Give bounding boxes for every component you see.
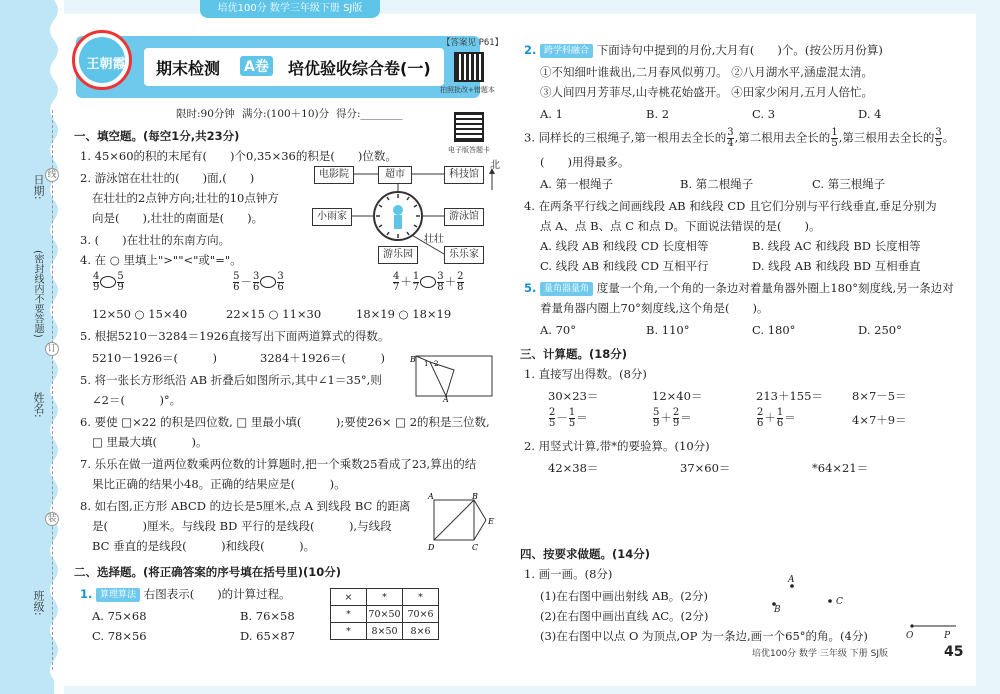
draw-1c: (3)在右图中以点 O 为顶点,OP 为一条边,画一个65°的角。(4分): [540, 629, 868, 643]
multiplication-table: × * * * 70×50 70×6 * 8×50 8×6: [330, 588, 439, 640]
full-score: 满分:(100＋10)分: [242, 108, 330, 120]
q1-2b: 在壮壮的2点钟方向;壮壮的10点钟方: [92, 191, 279, 205]
q1-4-row2b: 22×15 ○ 11×30: [226, 307, 322, 321]
map-science-museum: 科技馆: [444, 166, 484, 184]
logo-text: 王朝霞: [86, 57, 126, 72]
q2-5-opt-c[interactable]: C. 180°: [752, 323, 796, 337]
header-title-1: 期末检测: [156, 59, 221, 78]
point-p: P: [944, 631, 951, 641]
q1-5b: 5210－1926＝( ): [92, 351, 218, 365]
q1-5a: 5. 根据5210－3284＝1926直接写出下面两道算式的得数。: [80, 329, 390, 343]
header-title-2: 培优验收综合卷(一): [288, 59, 431, 78]
q2-3-opt-c[interactable]: C. 第三根绳子: [812, 177, 886, 191]
binding-mark-line: 线: [45, 168, 59, 182]
calc-1-title: 1. 直接写出得数。(8分): [524, 367, 647, 381]
binding-mark-zhuang: 装: [45, 512, 59, 526]
q2-3b: ( )用得最多。: [540, 155, 630, 169]
q2-1: 1. 算理算法 右图表示( )的计算过程。: [80, 587, 291, 601]
q1-4-row2c: 18×19 ○ 18×19: [356, 307, 452, 321]
calc-1-b: 12×40＝: [652, 389, 703, 403]
name-label: 姓名:: [32, 392, 45, 418]
map-swimming-pool: 游泳馆: [444, 208, 484, 226]
point-a: A: [788, 575, 795, 585]
q2-5-opt-d[interactable]: D. 250°: [858, 323, 902, 337]
square-figure: [424, 490, 500, 554]
q1-7a: 6. 要使 □×22 的积是四位数, □ 里最小填( );要使26× □ 2的积是三位数,: [80, 415, 490, 429]
q2-4-opt-b[interactable]: B. 线段 AC 和线段 BD 长度相等: [752, 239, 921, 253]
map-lele-home: 乐乐家: [444, 246, 484, 264]
q2-4-opt-a[interactable]: A. 线段 AB 和线段 CD 长度相等: [540, 239, 709, 253]
svg-text:D: D: [428, 543, 435, 552]
score-field[interactable]: 得分:________: [336, 108, 403, 120]
calc-1-d: 8×7－5＝: [852, 389, 907, 403]
q1-2a: 2. 游泳馆在壮壮的( )面,( ): [80, 171, 255, 185]
binding-area: [0, 0, 62, 694]
binding-dash-line: [52, 110, 53, 670]
svg-text:B: B: [410, 355, 416, 364]
q1-8a: 7. 乐乐在做一道两位数乘两位数的计算题时,把一个乘数25看成了23,算出的结: [80, 457, 477, 471]
calc-1-g: $\frac{2}{6}$ ＋ $\frac{1}{6}$ ＝: [757, 407, 796, 429]
svg-text:C: C: [472, 543, 479, 552]
qr2-caption: 电子版答题卡: [448, 146, 490, 154]
section-3-title: 三、计算题。(18分): [520, 347, 628, 361]
answer-ref: 【答案见 P61】: [442, 38, 504, 48]
date-label: 日期:: [32, 174, 45, 200]
q2-2-opt-a[interactable]: A. 1: [540, 107, 563, 121]
draw-1b: (2)在右图中画出直线 AC。(2分): [540, 609, 709, 623]
map-zhuangzhuang: 壮壮: [424, 234, 444, 245]
q1-5c: 3284＋1926＝( ): [260, 351, 386, 365]
q1-9b: 是( )厘米。与线段 BD 平行的是线段( ),与线段: [92, 519, 392, 533]
q2-2: 2. 跨学科融合 下面诗句中提到的月份,大月有( )个。(按公历月份算): [524, 43, 883, 57]
section-4-title: 四、按要求做题。(14分): [520, 547, 651, 561]
q2-2-line1: ①不知细叶谁裁出,二月春风似剪刀。 ②八月湖水平,涵虚混太清。: [540, 65, 873, 79]
q2-4b: 点 A、点 B、点 C 和点 D。下面说法错误的是( )。: [540, 219, 821, 233]
q2-3: 3. 同样长的三根绳子,第一根用去全长的 $\frac{3}{4}$ ,第二根用去全长的 $\frac{1}{5}$ ,第三根用去全长的 $\frac{3}{5}$ 。: [524, 127, 955, 149]
north-label: 北: [490, 160, 500, 171]
tag-algorithm: 算理算法: [96, 588, 140, 602]
class-label: 班级:: [32, 590, 45, 616]
section-1-title: 一、填空题。(每空1分,共23分): [74, 129, 240, 143]
draw-1-title: 1. 画一画。(8分): [524, 567, 613, 581]
map-xiaoyu-home: 小雨家: [312, 208, 352, 226]
fold-figure: [410, 352, 496, 402]
q2-2-opt-c[interactable]: C. 3: [752, 107, 776, 121]
q2-4-opt-d[interactable]: D. 线段 AB 和线段 BD 互相垂直: [752, 259, 921, 273]
q1-9a: 8. 如右图,正方形 ABCD 的边长是5厘米,点 A 到线段 BC 的距离: [80, 499, 411, 513]
q2-1-opt-b[interactable]: B. 76×58: [240, 609, 295, 623]
q1-4-row2a: 12×50 ○ 15×40: [92, 307, 188, 321]
svg-text:A: A: [443, 395, 449, 402]
q1-6b: ∠2＝( )°。: [92, 393, 182, 407]
footer-text: 培优100分 数学 三年级 下册 SJ版: [752, 649, 888, 659]
q2-5-opt-a[interactable]: A. 70°: [540, 323, 576, 337]
brand-logo: [72, 30, 132, 90]
q2-5b: 着量角器内圈上70°刻度线,这个角是( )。: [540, 301, 769, 315]
section-2-title: 二、选择题。(将正确答案的序号填在括号里)(10分): [74, 565, 342, 579]
tag-protractor: 量角器量角: [540, 282, 593, 296]
header-title-box: [144, 48, 444, 86]
q1-9c: BC 垂直的是线段( )和线段( )。: [92, 539, 316, 553]
q2-3-opt-b[interactable]: B. 第二根绳子: [680, 177, 754, 191]
map-supermarket: 超市: [378, 166, 412, 184]
map-playground: 游乐园: [378, 246, 418, 264]
q1-3: 3. ( )在壮壮的东南方向。: [80, 233, 231, 247]
calc-1-h: 4×7＋9＝: [852, 413, 907, 427]
q2-2-line2: ③人间四月芳菲尽,山寺桃花始盛开。 ④田家少闲月,五月人倍忙。: [540, 85, 873, 99]
calc-1-c: 213＋155＝: [756, 389, 823, 403]
page-number: 45: [944, 644, 964, 660]
calc-1-e: $\frac{2}{5}$ － $\frac{1}{5}$ ＝: [549, 407, 588, 429]
calc-2-b: 37×60＝: [680, 461, 731, 475]
q1-8b: 果比正确的结果小48。正确的结果应是( )。: [92, 477, 346, 491]
q2-1-opt-a[interactable]: A. 75×68: [92, 609, 147, 623]
seal-note: (密封线内不要答题): [32, 250, 43, 338]
q1-7b: □ 里最大填( )。: [92, 435, 208, 449]
q2-2-opt-d[interactable]: D. 4: [858, 107, 882, 121]
q1-4-row1: $\frac{4}{9}$ $\frac{5}{9}$ $\frac{5}{6}$ － $\frac{3}{6}$ $\frac{3}{6}$ $\frac{4}{7}$ ＋ $\frac{1}{7}$ $\frac{3}{8}$ ＋ $\frac{2}{8}$: [93, 271, 464, 293]
calc-2-title: 2. 用竖式计算,带*的要验算。(10分): [524, 439, 710, 453]
point-b: B: [774, 605, 781, 615]
tag-interdisciplinary: 跨学科融合: [540, 44, 593, 58]
volume-badge: A卷: [240, 56, 273, 76]
q2-5a: 5. 量角器量角 度量一个角,一个角的一条边对着量角器外圈上180°刻度线,另一条边对: [524, 281, 954, 295]
q2-2-opt-b[interactable]: B. 2: [646, 107, 670, 121]
calc-2-a: 42×38＝: [548, 461, 599, 475]
point-c: C: [836, 597, 843, 607]
calc-2-c: *64×21＝: [812, 461, 869, 475]
q2-3-opt-a[interactable]: A. 第一根绳子: [540, 177, 614, 191]
q2-1-opt-d[interactable]: D. 65×87: [240, 629, 296, 643]
map-cinema: 电影院: [314, 166, 354, 184]
header-banner: [76, 36, 480, 98]
q2-5-opt-b[interactable]: B. 110°: [646, 323, 690, 337]
svg-text:2: 2: [434, 360, 439, 368]
q2-1-opt-c[interactable]: C. 78×56: [92, 629, 147, 643]
svg-text:1: 1: [424, 360, 429, 368]
q1-6a: 5. 将一张长方形纸沿 AB 折叠后如图所示,其中∠1＝35°,则: [80, 373, 382, 387]
q2-4a: 4. 在两条平行线之间画线段 AB 和线段 CD 且它们分别与平行线垂直,垂足分别为: [524, 199, 937, 213]
calc-1-a: 30×23＝: [548, 389, 599, 403]
qr-code-icon[interactable]: [454, 52, 484, 82]
draw-1a: (1)在右图中画出射线 AB。(2分): [540, 589, 708, 603]
binding-mark-ding: 订: [45, 342, 59, 356]
q1-4: 4. 在 ○ 里填上">""<"或"="。: [80, 253, 242, 267]
qr-code-2-icon[interactable]: [454, 112, 484, 142]
point-o: O: [906, 631, 914, 641]
q1-2c: 向是( ),壮壮的南面是( )。: [92, 211, 264, 225]
q2-4-opt-c[interactable]: C. 线段 AB 和线段 CD 互相平行: [540, 259, 709, 273]
svg-text:E: E: [488, 517, 494, 526]
svg-text:A: A: [428, 492, 434, 501]
calc-1-f: $\frac{5}{9}$ ＋ $\frac{2}{9}$ ＝: [653, 407, 692, 429]
svg-text:B: B: [472, 492, 478, 501]
score-label: 得分:: [336, 108, 361, 120]
q1-1: 1. 45×60的积的末尾有( )个0,35×36的积是( )位数。: [80, 149, 397, 163]
top-banner: 培优100分 数学三年级下册 SJ版: [200, 0, 380, 18]
time-limit: 限时:90分钟: [176, 108, 235, 120]
map-diagram: [310, 160, 500, 270]
qr-caption: 拍照批改+错题本: [440, 86, 495, 94]
